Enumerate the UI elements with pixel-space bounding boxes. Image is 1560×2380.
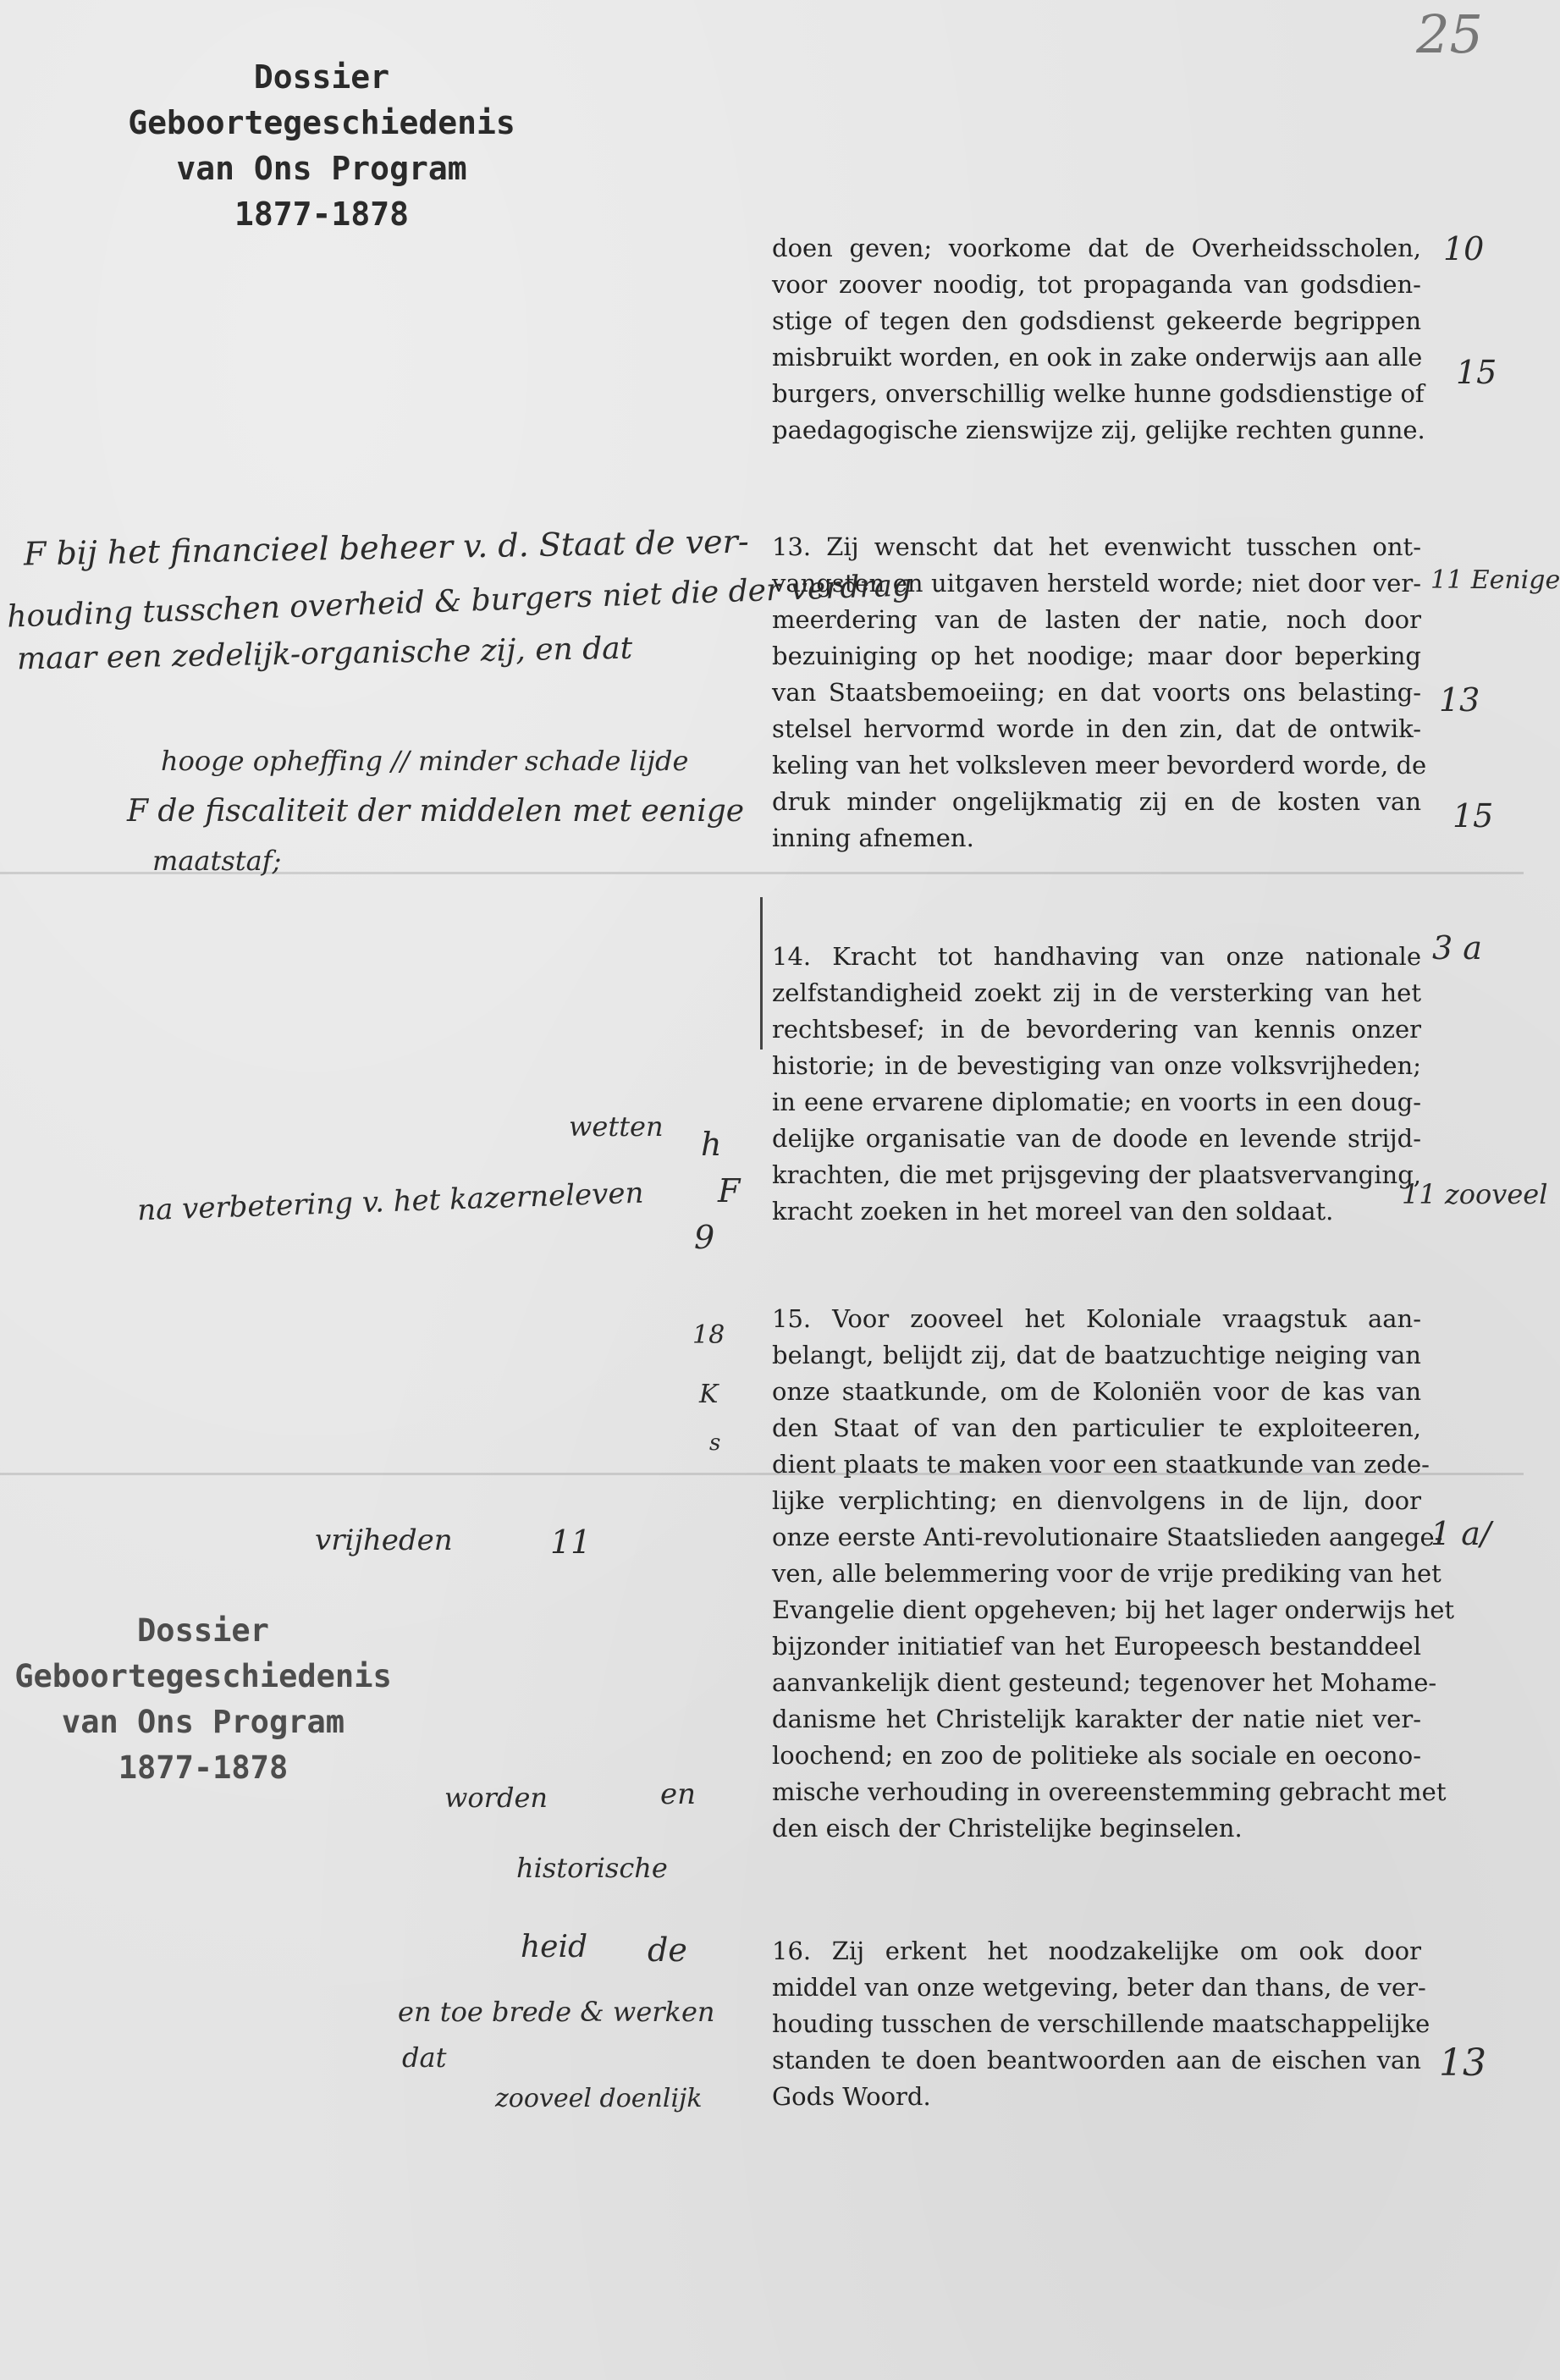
text-line: meerdering van de lasten der natie, noch door — [772, 605, 1421, 634]
margin-number: 13 — [1439, 681, 1480, 719]
text-line: historie; in de bevestiging van onze volksvrijheden; — [772, 1051, 1421, 1080]
margin-number: 3 a — [1432, 929, 1482, 967]
handwritten-note: F de fiscaliteit der middelen met eenige — [127, 794, 745, 829]
text-line: 13. Zij wenscht dat het evenwicht tusschen ont- — [772, 532, 1421, 561]
text-line: Evangelie dient opgeheven; bij het lager onderwijs het — [772, 1595, 1455, 1624]
text-line: krachten, die met prijsgeving der plaatsvervanging, — [772, 1160, 1421, 1189]
text-line: stige of tegen den godsdienst gekeerde begrippen — [772, 306, 1421, 335]
handwritten-note: maatstaf; — [152, 845, 282, 877]
text-line: aanvankelijk dient gesteund; tegenover het Mohame- — [772, 1668, 1437, 1697]
handwritten-note: de — [648, 1931, 687, 1969]
margin-number: 11 zooveel — [1402, 1178, 1548, 1210]
handwritten-mark: h — [701, 1126, 722, 1163]
handwritten-mark: F — [718, 1172, 741, 1209]
handwritten-note: houding tusschen overheid & burgers niet die der verdrag — [6, 568, 912, 635]
margin-number: 10 — [1443, 230, 1485, 267]
stamp-line: van Ons Program — [176, 150, 467, 187]
text-line: stelsel hervormd worde in den zin, dat de ontwik- — [772, 714, 1421, 743]
text-line: delijke organisatie van de doode en levende strijd- — [772, 1124, 1421, 1153]
handwritten-note: na verbetering v. het kazerneleven — [136, 1176, 645, 1228]
text-line: 14. Kracht tot handhaving van onze nationale — [772, 942, 1421, 971]
text-line: standen te doen beantwoorden aan de eischen van — [772, 2046, 1421, 2074]
text-line: 16. Zij erkent het noodzakelijke om ook door — [772, 1937, 1421, 1965]
text-line: mische verhouding in overeenstemming gebracht met — [772, 1777, 1447, 1806]
text-line: houding tusschen de verschillende maatschappelijke — [772, 2009, 1430, 2038]
text-line: kracht zoeken in het moreel van den soldaat. — [772, 1197, 1334, 1226]
page-number: 25 — [1416, 3, 1483, 65]
margin-bracket — [760, 897, 771, 1050]
text-line: in eene ervarene diplomatie; en voorts in een doug- — [772, 1088, 1421, 1116]
handwritten-note: historische — [516, 1852, 668, 1884]
stamp-line: Geboortegeschiedenis — [128, 104, 515, 141]
margin-number: 15 — [1456, 354, 1497, 391]
margin-number: 13 — [1439, 2041, 1486, 2085]
text-line: den eisch der Christelijke beginselen. — [772, 1814, 1243, 1843]
margin-number: 1 a/ — [1430, 1515, 1491, 1552]
text-line: paedagogische zienswijze zij, gelijke rechten gunne. — [772, 416, 1425, 444]
handwritten-note: en toe brede & werken — [398, 1996, 715, 2028]
text-line: Gods Woord. — [772, 2082, 931, 2111]
handwritten-note: vrijheden — [315, 1523, 453, 1557]
text-line: den Staat of van den particulier te exploiteeren, — [772, 1413, 1421, 1442]
handwritten-note: zooveel doenlijk — [495, 2084, 703, 2113]
text-line: voor zoover noodig, tot propaganda van godsdien- — [772, 270, 1421, 299]
text-line: van Staatsbemoeiing; en dat voorts ons belasting- — [772, 678, 1421, 707]
text-line: lijke verplichting; en dienvolgens in de lijn, door — [772, 1486, 1421, 1515]
text-line: 15. Voor zooveel het Koloniale vraagstuk aan- — [772, 1304, 1421, 1333]
archive-stamp-bottom — [0, 1608, 406, 1791]
text-line: middel van onze wetgeving, beter dan thans, de ver- — [772, 1973, 1426, 2002]
paragraph-intro — [772, 230, 1425, 449]
stamp-line: Dossier — [253, 58, 390, 96]
article-14 — [772, 939, 1421, 1230]
text-line: ven, alle belemmering voor de vrije prediking van het — [772, 1559, 1441, 1588]
article-15 — [772, 1301, 1455, 1847]
text-line: burgers, onverschillig welke hunne godsdienstige of — [772, 379, 1425, 408]
text-line: onze staatkunde, om de Koloniën voor de kas van — [772, 1377, 1421, 1406]
text-line: belangt, belijdt zij, dat de baatzuchtige neiging van — [772, 1341, 1421, 1369]
text-line: danisme het Christelijk karakter der natie niet ver- — [772, 1705, 1421, 1733]
handwritten-note: dat — [402, 2041, 447, 2074]
text-line: dient plaats te maken voor een staatkunde van zede- — [772, 1450, 1430, 1479]
handwritten-mark: 11 — [550, 1523, 592, 1561]
text-line: doen geven; voorkome dat de Overheidsscholen, — [772, 234, 1421, 262]
stamp-line: 1877-1878 — [234, 196, 409, 233]
handwritten-mark: 18 — [692, 1320, 725, 1350]
handwritten-mark: K — [699, 1380, 719, 1409]
text-line: keling van het volksleven meer bevorderd worde, de — [772, 751, 1427, 780]
text-line: rechtsbesef; in de bevordering van kennis onzer — [772, 1015, 1421, 1044]
handwritten-note: hooge opheffing // minder schade lijde — [161, 745, 689, 777]
archive-stamp-top — [110, 54, 533, 237]
article-16 — [772, 1933, 1430, 2115]
text-line: druk minder ongelijkmatig zij en de kosten van — [772, 787, 1421, 816]
text-line: inning afnemen. — [772, 824, 974, 852]
stamp-line: van Ons Program — [61, 1704, 345, 1740]
text-line: onze eerste Anti-revolutionaire Staatslieden aangege- — [772, 1523, 1443, 1551]
handwritten-note: en — [660, 1777, 697, 1811]
handwritten-note: F bij het financieel beheer v. d. Staat de ver- — [23, 522, 749, 573]
margin-number: 11 Eenige — [1430, 565, 1560, 595]
text-line: misbruikt worden, en ook in zake onderwijs aan alle — [772, 343, 1423, 372]
handwritten-note: worden — [444, 1782, 548, 1814]
stamp-line: Geboortegeschiedenis — [14, 1658, 392, 1694]
text-line: bijzonder initiatief van het Europeesch bestanddeel — [772, 1632, 1421, 1661]
stamp-line: 1877-1878 — [118, 1749, 289, 1786]
handwritten-note: heid — [521, 1930, 588, 1964]
handwritten-note: maar een zedelijk-organische zij, en dat — [16, 631, 633, 677]
text-line: vangsten en uitgaven hersteld worde; niet door ver- — [772, 569, 1421, 598]
stamp-line: Dossier — [137, 1612, 269, 1649]
handwritten-mark: 9 — [694, 1219, 715, 1256]
text-line: loochend; en zoo de politieke als sociale en oecono- — [772, 1741, 1421, 1770]
margin-number: 15 — [1453, 797, 1494, 835]
text-line: bezuiniging op het noodige; maar door beperking — [772, 642, 1421, 670]
handwritten-note: wetten — [569, 1110, 664, 1143]
text-line: zelfstandigheid zoekt zij in de versterking van het — [772, 978, 1421, 1007]
handwritten-mark: s — [709, 1430, 721, 1456]
